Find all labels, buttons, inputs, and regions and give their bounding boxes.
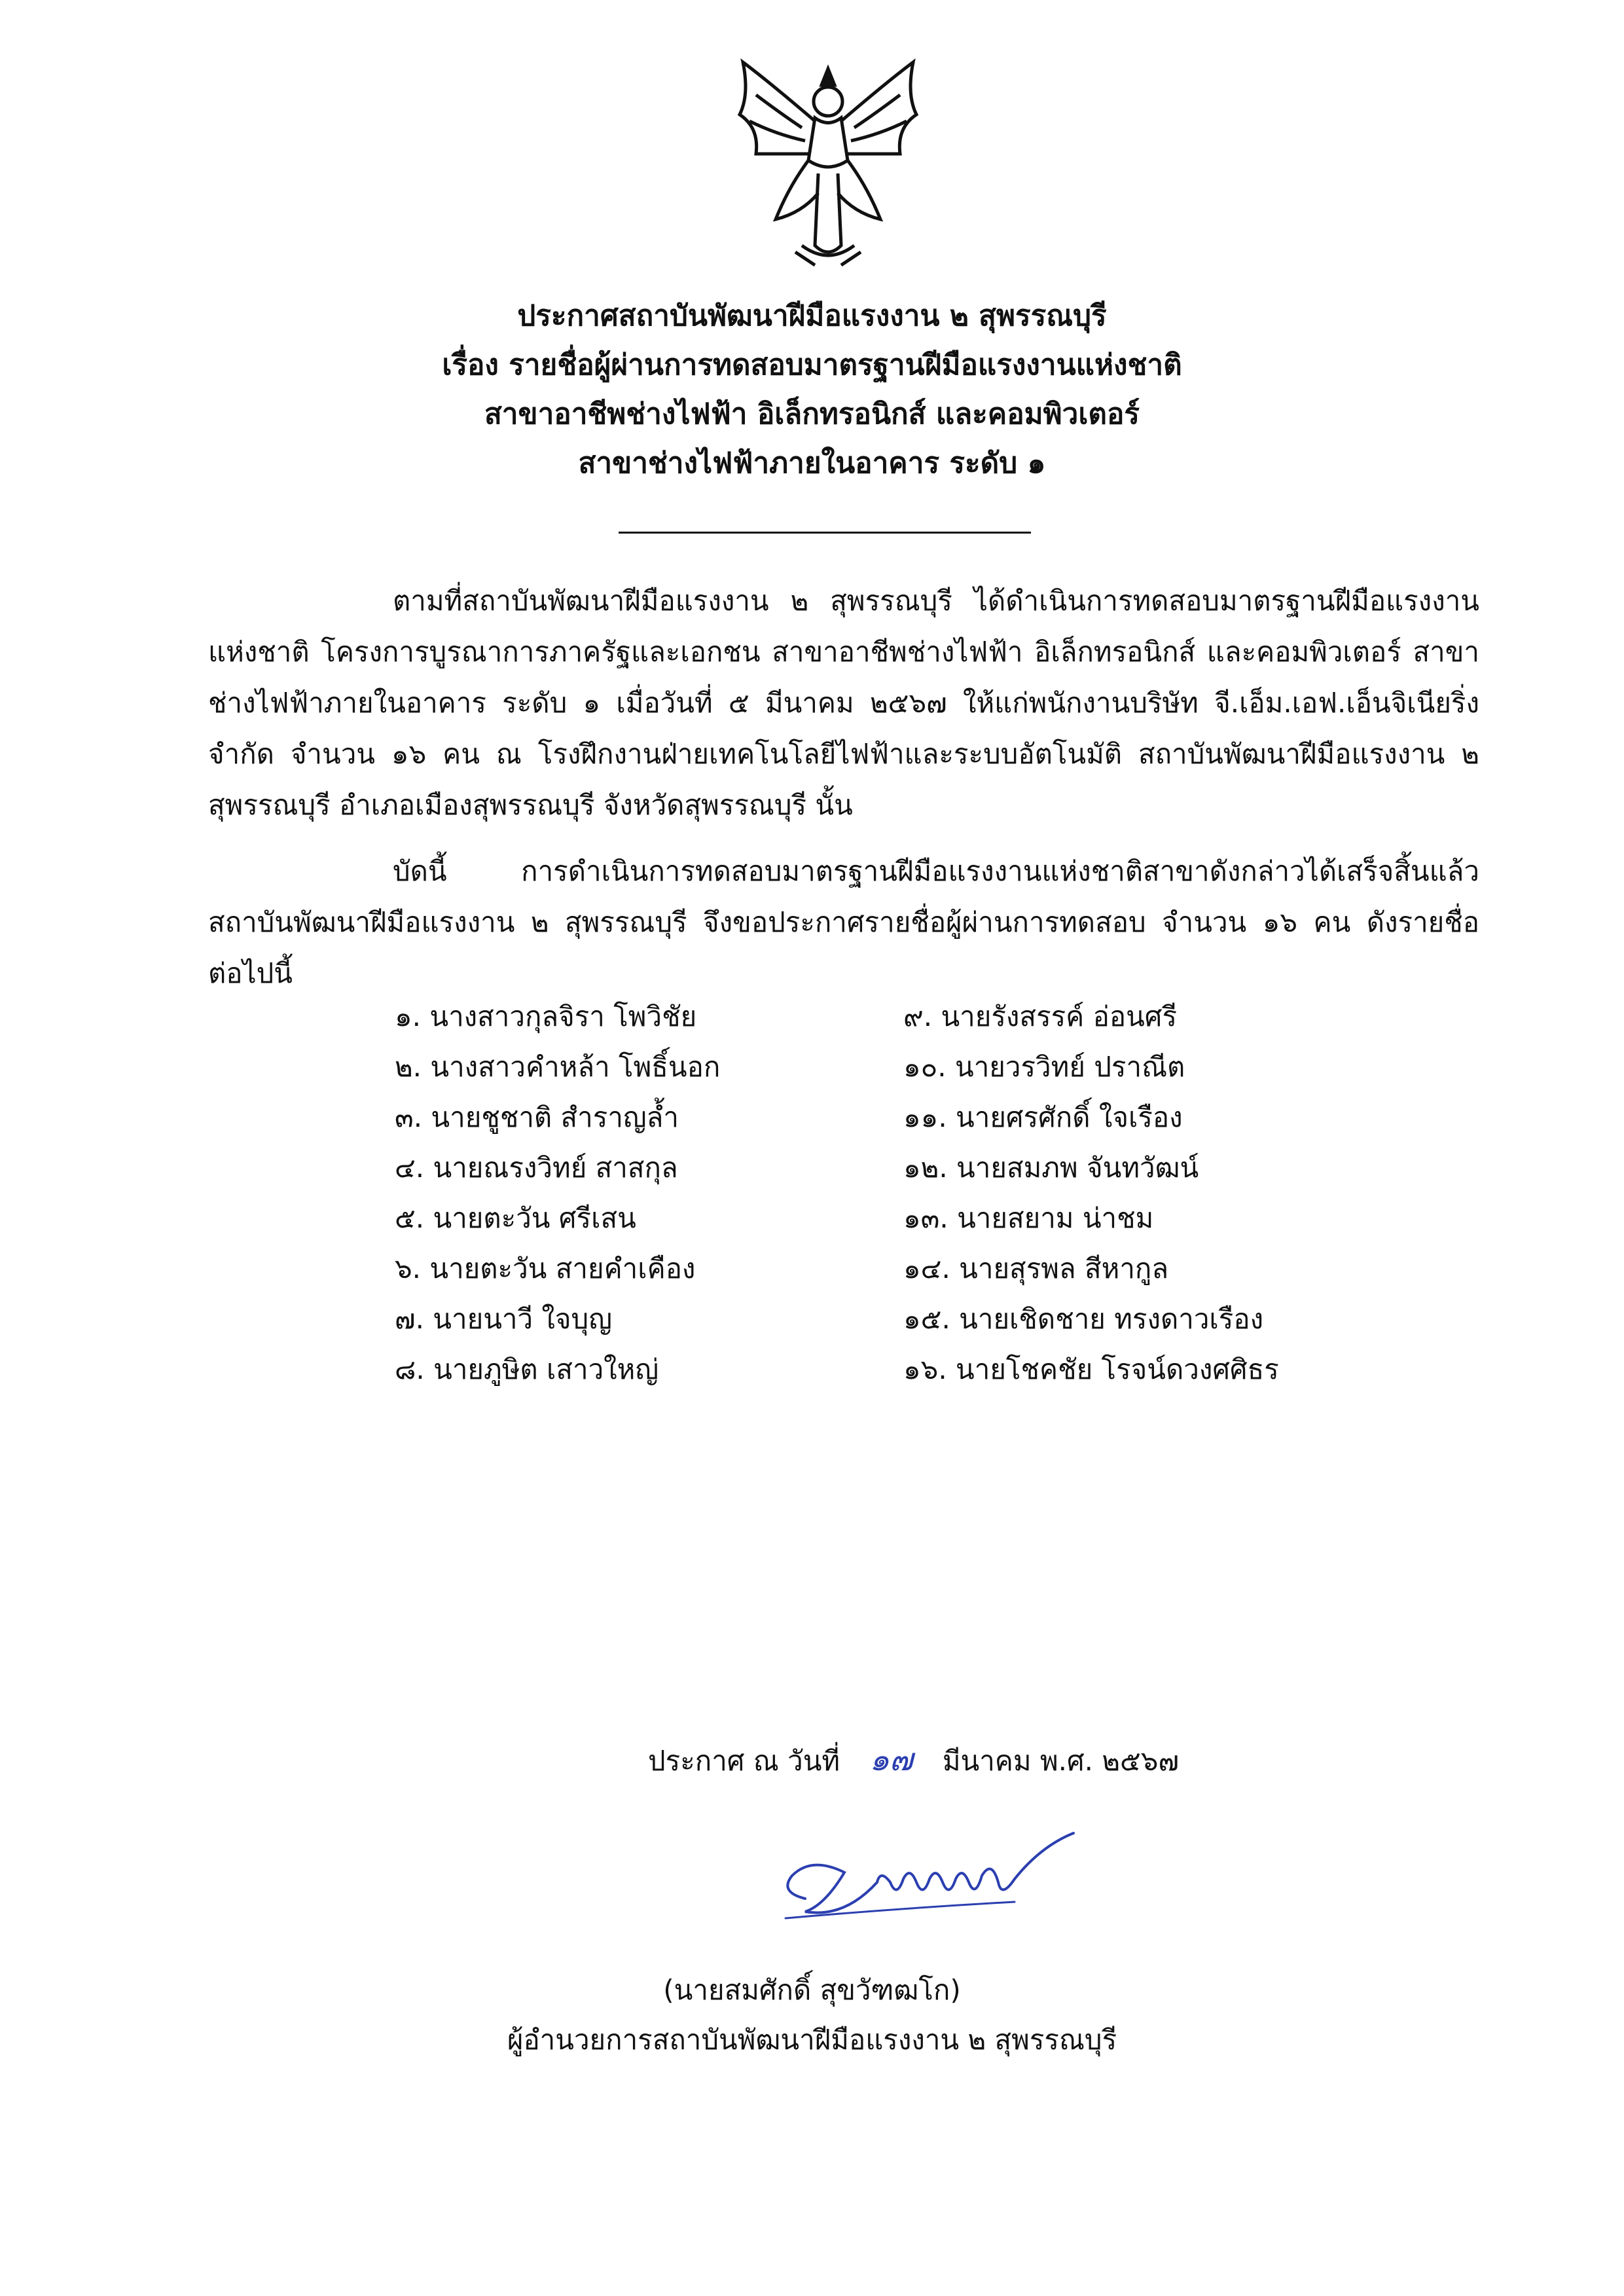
list-item: ๑๔. นายสุรพล สีหากูล (903, 1252, 1169, 1285)
list-item: ๑๒. นายสมภพ จันทวัฒน์ (903, 1152, 1199, 1184)
list-item: ๘. นายภูษิต เสาวใหญ่ (395, 1353, 659, 1385)
garuda-emblem-icon (730, 56, 926, 272)
handwritten-signature (766, 1820, 1132, 1938)
paragraph-1-line-5: สุพรรณบุรี อำเภอเมืองสุพรรณบุรี จังหวัดสุพรรณบุรี นั้น (208, 789, 853, 821)
list-item: ๑๕. นายเชิดชาย ทรงดาวเรือง (903, 1303, 1264, 1335)
date-suffix: มีนาคม พ.ศ. ๒๕๖๗ (942, 1745, 1180, 1777)
paragraph-2-line-3: ต่อไปนี้ (208, 957, 293, 989)
heading-divider (619, 532, 1031, 534)
paragraph-1-line-2: แห่งชาติ โครงการบูรณาการภาครัฐและเอกชน สาขาอาชีพช่างไฟฟ้า อิเล็กทรอนิกส์ และคอมพิวเตอร์ สาขา (208, 636, 1479, 668)
list-item: ๒. นางสาวคำหล้า โพธิ์นอก (395, 1051, 721, 1083)
list-item: ๖. นายตะวัน สายคำเคือง (395, 1252, 696, 1285)
list-item: ๑๐. นายวรวิทย์ ปราณีต (903, 1051, 1185, 1083)
announcement-date (648, 1741, 1179, 1779)
names-list-left (395, 998, 984, 1402)
paragraph-2-line-1: บัดนี้ การดำเนินการทดสอบมาตรฐานฝีมือแรงงานแห่งชาติสาขาดังกล่าวได้เสร็จสิ้นแล้ว (393, 855, 1479, 887)
date-day-handwritten: ๑๗ (869, 1741, 913, 1778)
list-item: ๙. นายรังสรรค์ อ่อนศรี (903, 1000, 1178, 1032)
date-prefix: ประกาศ ณ วันที่ (648, 1745, 840, 1777)
signer-title: ผู้อำนวยการสถาบันพัฒนาฝีมือแรงงาน ๒ สุพรรณบุรี (507, 2024, 1117, 2056)
paragraph-1-line-3: ช่างไฟฟ้าภายในอาคาร ระดับ ๑ เมื่อวันที่ ๕ มีนาคม ๒๕๖๗ ให้แก่พนักงานบริษัท จี.เอ็ม.เอฟ.เอ็นจิเนียริ่ง (208, 687, 1479, 719)
paragraph-1-line-1: ตามที่สถาบันพัฒนาฝีมือแรงงาน ๒ สุพรรณบุรี ได้ดำเนินการทดสอบมาตรฐานฝีมือแรงงาน (393, 585, 1479, 617)
list-item: ๔. นายณรงวิทย์ สาสกุล (395, 1152, 678, 1184)
list-item: ๗. นายนาวี ใจบุญ (395, 1303, 612, 1335)
heading-line-3: สาขาอาชีพช่างไฟฟ้า อิเล็กทรอนิกส์ และคอมพิวเตอร์ (484, 397, 1140, 431)
heading-line-2: เรื่อง รายชื่อผู้ผ่านการทดสอบมาตรฐานฝีมือแรงงานแห่งชาติ (442, 348, 1182, 382)
list-item: ๑๖. นายโชคชัย โรจน์ดวงศศิธร (903, 1353, 1279, 1385)
list-item: ๑๓. นายสยาม น่าชม (903, 1202, 1154, 1234)
list-item: ๓. นายชูชาติ สำราญล้ำ (395, 1101, 679, 1133)
paragraph-1-line-4: จำกัด จำนวน ๑๖ คน ณ โรงฝึกงานฝ่ายเทคโนโลยีไฟฟ้าและระบบอัตโนมัติ สถาบันพัฒนาฝีมือแรงงาน ๒ (208, 738, 1479, 770)
names-list-right (903, 998, 1492, 1402)
list-item: ๑๑. นายศรศักดิ์ ใจเรือง (903, 1101, 1183, 1133)
list-item: ๕. นายตะวัน ศรีเสน (395, 1202, 636, 1234)
list-item: ๑. นางสาวกุลจิรา โพวิชัย (395, 1000, 697, 1032)
paragraph-2-line-2: สถาบันพัฒนาฝีมือแรงงาน ๒ สุพรรณบุรี จึงขอประกาศรายชื่อผู้ผ่านการทดสอบ จำนวน ๑๖ คน ดังรายชื่อ (208, 906, 1479, 938)
heading-line-4: สาขาช่างไฟฟ้าภายในอาคาร ระดับ ๑ (578, 446, 1046, 480)
signer-name: (นายสมศักดิ์ สุขวัฑฒโก) (663, 1974, 961, 2006)
heading-line-1: ประกาศสถาบันพัฒนาฝีมือแรงงาน ๒ สุพรรณบุรี (517, 299, 1107, 333)
